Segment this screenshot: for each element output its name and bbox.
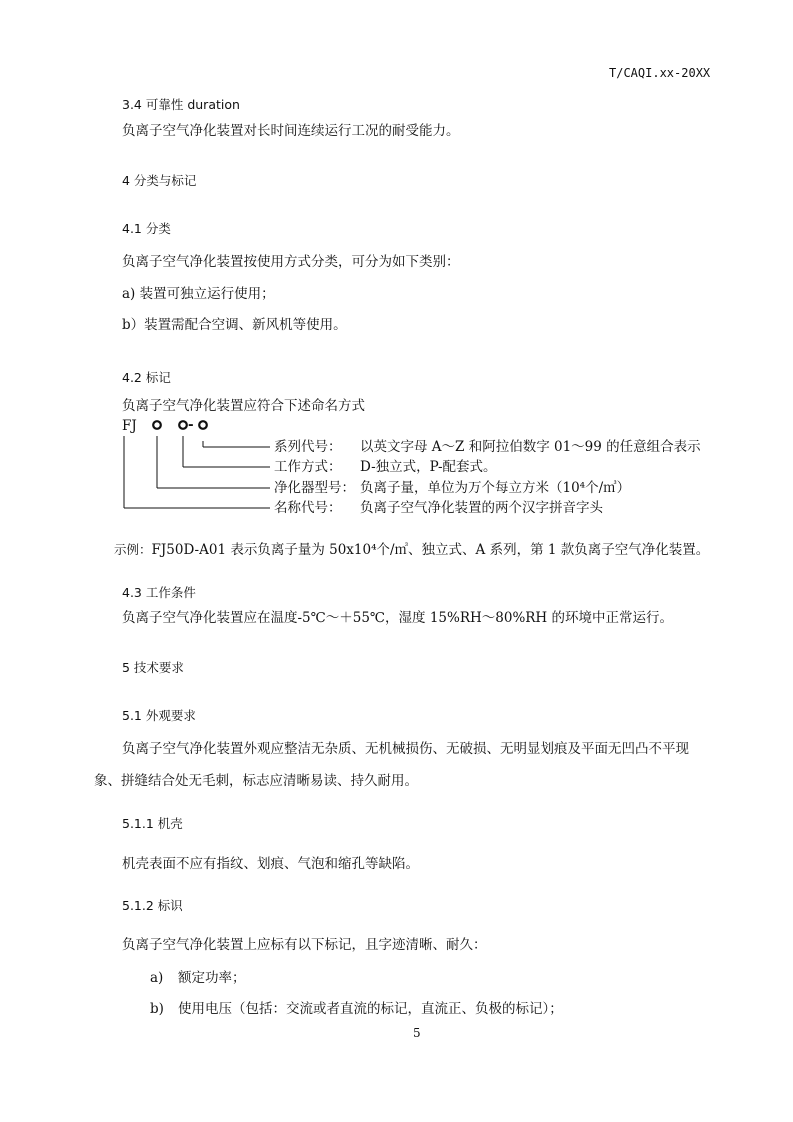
diagram-desc-name: 负离子空气净化装置的两个汉字拼音字头: [360, 500, 603, 516]
list-item: b）装置需配合空调、新风机等使用。: [122, 317, 347, 333]
example-text: FJ50D-A01 表示负离子量为 50x10⁴个/㎥、独立式、A 系列，第 1 款负离子空气净化装置。: [151, 542, 710, 558]
section-4-3-heading: 4.3 工作条件: [122, 585, 196, 600]
diagram-desc-mode: D-独立式，P-配套式。: [360, 459, 497, 475]
code-placeholder-icon: [199, 421, 207, 429]
section-5-1-1-heading: 5.1.1 机壳: [122, 816, 183, 831]
section-3-4-heading: 3.4 可靠性 duration: [122, 97, 240, 112]
page-number: 5: [413, 1026, 421, 1040]
example-line: [114, 541, 709, 559]
list-item-marker: b): [150, 1001, 164, 1017]
list-item-marker: a): [150, 970, 164, 986]
diagram-label-series: 系列代号：: [274, 439, 342, 455]
diagram-desc-model: 负离子量，单位为万个每立方米（10⁴个/㎥）: [360, 480, 631, 496]
code-separator: -: [188, 417, 194, 433]
section-4-3-text: 负离子空气净化装置应在温度-5℃～＋55℃，湿度 15%RH～80%RH 的环境中正常运行。: [122, 610, 674, 626]
diagram-desc-series: 以英文字母 A～Z 和阿拉伯数字 01～99 的任意组合表示: [360, 439, 701, 455]
section-5-1-1-text: 机壳表面不应有指纹、划痕、气泡和缩孔等缺陷。: [122, 856, 419, 872]
list-item: 额定功率；: [178, 970, 246, 986]
section-4-heading: 4 分类与标记: [122, 173, 197, 188]
list-item: 使用电压（包括：交流或者直流的标记，直流正、负极的标记）；: [178, 1001, 563, 1017]
code-placeholder-icon: [179, 421, 187, 429]
section-4-1-heading: 4.1 分类: [122, 221, 171, 236]
section-5-1-2-heading: 5.1.2 标识: [122, 898, 183, 913]
section-5-1-heading: 5.1 外观要求: [122, 708, 196, 723]
section-5-1-2-intro: 负离子空气净化装置上应标有以下标记，且字迹清晰、耐久：: [122, 937, 487, 953]
section-4-2-intro: 负离子空气净化装置应符合下述命名方式: [122, 398, 365, 414]
document-code: T/CAQI.xx-20XX: [609, 66, 711, 80]
diagram-label-name: 名称代号：: [274, 500, 342, 516]
list-item: a) 装置可独立运行使用；: [122, 286, 275, 302]
code-prefix: FJ: [122, 418, 137, 434]
section-3-4-text: 负离子空气净化装置对长时间连续运行工况的耐受能力。: [122, 123, 460, 139]
example-label: 示例：: [114, 542, 152, 557]
diagram-label-mode: 工作方式：: [274, 459, 342, 475]
code-placeholder-icon: [153, 421, 161, 429]
section-4-1-intro: 负离子空气净化装置按使用方式分类，可分为如下类别：: [122, 254, 460, 270]
section-5-1-text-cont: 象、拼缝结合处无毛刺，标志应清晰易读、持久耐用。: [94, 773, 418, 789]
diagram-label-model: 净化器型号：: [274, 480, 355, 496]
section-5-1-text: 负离子空气净化装置外观应整洁无杂质、无机械损伤、无破损、无明显划痕及平面无凹凸不平现: [122, 741, 689, 757]
section-4-2-heading: 4.2 标记: [122, 370, 171, 385]
section-5-heading: 5 技术要求: [122, 660, 184, 675]
